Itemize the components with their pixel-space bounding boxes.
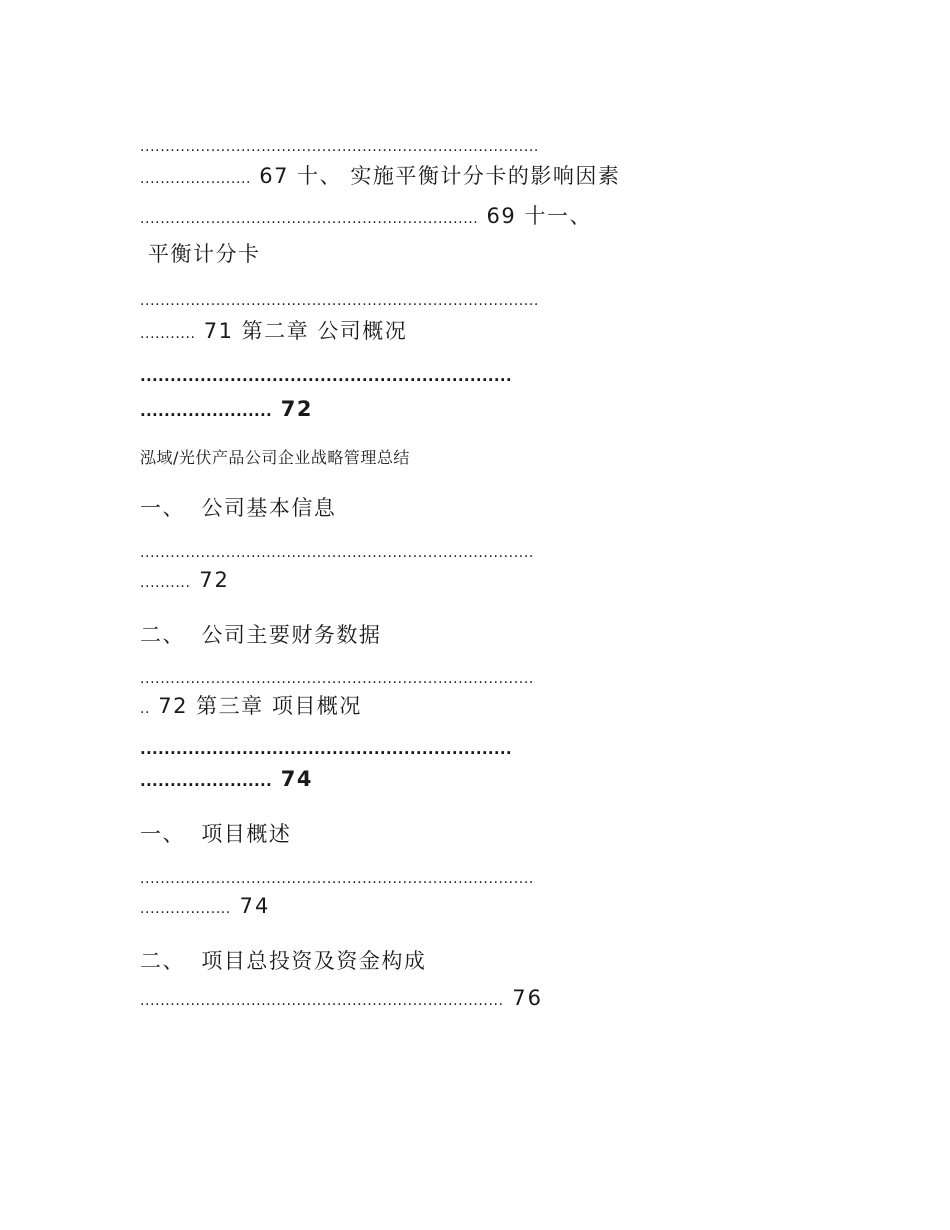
toc-leader-dots: ............................................................................... <box>140 293 539 309</box>
toc-leader-dots: .............................................................................. <box>140 545 534 561</box>
toc-entry-text: 72 第三章 项目概况 <box>150 694 362 718</box>
running-header-text: 泓域/光伏产品公司企业战略管理总结 <box>140 448 410 467</box>
running-header <box>140 444 410 472</box>
toc-page-number: 74 <box>271 767 314 791</box>
toc-entry[interactable] <box>140 892 270 923</box>
toc-entry[interactable] <box>140 820 291 848</box>
toc-leader-dots: .............................................................................. <box>140 671 534 687</box>
toc-leader-line <box>140 862 534 893</box>
toc-leader-dots: ............................................................................... <box>140 139 539 155</box>
toc-page-number: 72 <box>190 568 230 592</box>
toc-leader-dots: ...................... <box>140 171 252 187</box>
toc-entry-text: 二、 项目总投资及资金构成 <box>140 949 427 973</box>
toc-leader-line <box>140 360 512 390</box>
toc-entry[interactable] <box>148 240 261 268</box>
toc-entry-text: 一、 公司基本信息 <box>140 496 337 520</box>
toc-leader-dots: .. <box>140 701 151 717</box>
toc-leader-dots: .................. <box>140 901 231 917</box>
toc-entry[interactable] <box>140 947 426 975</box>
toc-entry[interactable] <box>140 317 407 348</box>
toc-leader-dots: .......... <box>140 575 191 591</box>
toc-entry-text: 69 十一、 <box>478 204 592 228</box>
toc-entry[interactable] <box>140 566 230 597</box>
toc-entry-text: 平衡计分卡 <box>148 242 261 266</box>
toc-entry[interactable] <box>140 765 313 795</box>
toc-entry-text: 67 十、 实施平衡计分卡的影响因素 <box>251 164 621 188</box>
toc-entry[interactable] <box>140 162 620 193</box>
toc-leader-line <box>140 536 534 567</box>
toc-leader-line <box>140 662 534 693</box>
toc-leader-line <box>140 130 539 161</box>
toc-leader-dots: ................................................................... <box>140 211 479 227</box>
toc-leader-dots: .............................................................................. <box>140 871 534 887</box>
toc-leader-dots: .............................................................. <box>140 740 512 758</box>
toc-leader-line <box>140 733 512 763</box>
toc-entry[interactable] <box>140 621 381 649</box>
toc-leader-dots: ...................... <box>140 402 272 420</box>
toc-entry[interactable] <box>140 984 543 1015</box>
toc-page-number: 74 <box>230 894 271 918</box>
toc-entry[interactable] <box>140 395 313 425</box>
toc-entry[interactable] <box>140 202 592 233</box>
toc-entry-text: 二、 公司主要财务数据 <box>140 623 382 647</box>
toc-leader-dots: .............................................................. <box>140 367 512 385</box>
toc-entry[interactable] <box>140 494 336 522</box>
toc-entry-text: 一、 项目概述 <box>140 822 292 846</box>
toc-leader-dots: ...................... <box>140 772 272 790</box>
toc-leader-line <box>140 284 539 315</box>
toc-entry[interactable] <box>140 692 362 723</box>
toc-entry-text: 71 第二章 公司概况 <box>195 319 408 343</box>
toc-page-number: 72 <box>271 397 314 421</box>
toc-page-number: 76 <box>503 986 544 1010</box>
toc-leader-dots: ........................................................................ <box>140 993 504 1009</box>
toc-leader-dots: ........... <box>140 326 196 342</box>
